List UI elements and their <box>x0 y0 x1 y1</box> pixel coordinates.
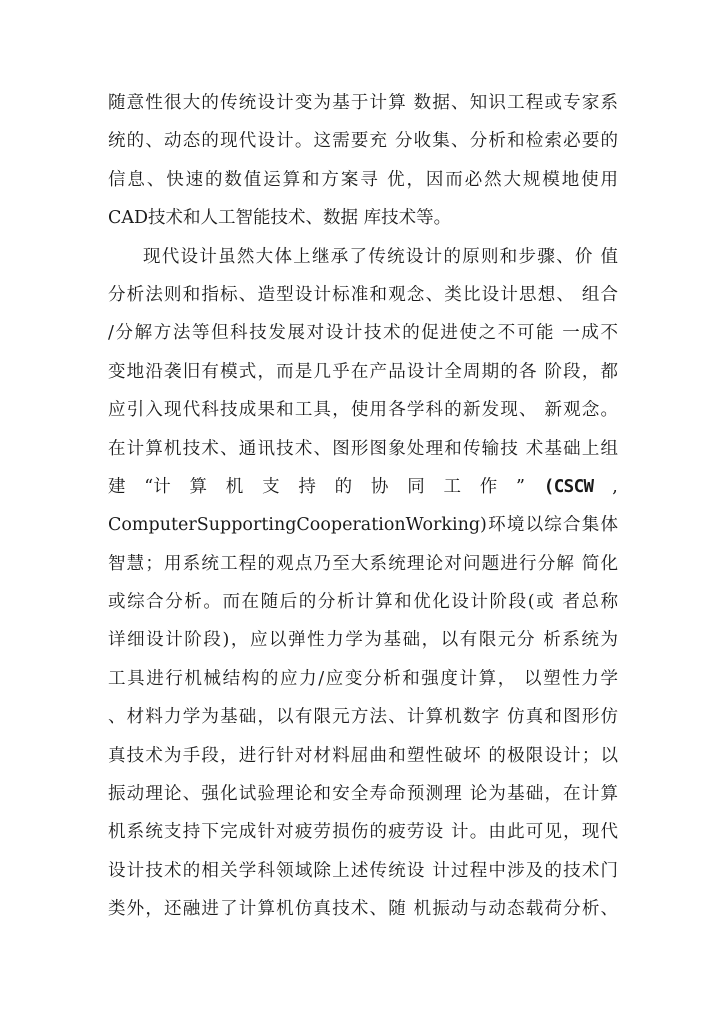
text-line-9: 应引入现代科技成果和工具，使用各学科的新发现、 新观念。 <box>108 400 618 421</box>
text-line-22: 类外，还融进了计算机仿真技术、随 机振动与动态载荷分析、 <box>108 899 618 920</box>
spaced-word: ” <box>516 476 525 497</box>
text-line-10: 在计算机技术、通讯技术、图形图象处理和传输技 术基础上组 <box>108 438 618 459</box>
text-line-13: 智慧；用系统工程的观点乃至大系统理论对问题进行分解 简化 <box>108 553 618 574</box>
spaced-word: 机 <box>225 476 244 497</box>
spaced-word: 持 <box>298 476 316 497</box>
spaced-word: 的 <box>334 476 353 497</box>
text-line-14: 或综合分析。而在随后的分析计算和优化设计阶段(或 者总称 <box>108 592 618 613</box>
spaced-word: (CSCW <box>543 476 594 497</box>
spaced-text-line <box>108 468 618 506</box>
spaced-word: 协 <box>370 476 389 497</box>
text-line-20: 机系统支持下完成针对疲劳损伤的疲劳设 计。由此可见，现代 <box>108 822 618 843</box>
body-text <box>108 84 618 929</box>
paragraph-start-line: 现代设计虽然大体上继承了传统设计的原则和步骤、价 值 <box>143 246 618 267</box>
spaced-word: 建 <box>108 476 126 497</box>
text-line-21: 设计技术的相关学科领域除上述传统设 计过程中涉及的技术门 <box>108 860 618 881</box>
text-line-6: 分析法则和指标、造型设计标准和观念、类比设计思想、 组合 <box>108 284 618 305</box>
text-line-8: 变地沿袭旧有模式，而是几乎在产品设计全周期的各 阶段，都 <box>108 361 618 382</box>
spaced-word: 支 <box>262 476 280 497</box>
text-line-19: 振动理论、强化试验理论和安全寿命预测理 论为基础，在计算 <box>108 784 618 805</box>
text-line-7: /分解方法等但科技发展对设计技术的促进使之不可能 一成不 <box>108 323 618 344</box>
spaced-word: 作 <box>479 476 498 497</box>
text-line-16: 工具进行机械结构的应力/应变分析和强度计算， 以塑性力学 <box>108 668 618 689</box>
spaced-word: 工 <box>443 476 461 497</box>
spaced-word: 同 <box>407 476 425 497</box>
text-line-15: 详细设计阶段)，应以弹性力学为基础，以有限元分 析系统为 <box>108 630 618 651</box>
text-line-1: 随意性很大的传统设计变为基于计算 数据、知识工程或专家系 <box>108 93 618 113</box>
text-line-4: CAD技术和人工智能技术、数据 库技术等。 <box>108 208 452 229</box>
text-line-3: 信息、快速的数值运算和方案寻 优，因而必然大规模地使用 <box>108 169 618 190</box>
spaced-word: , <box>612 476 618 497</box>
text-line-12: ComputerSupportingCooperationWorking)环境以综合集体 <box>108 515 618 536</box>
text-line-2: 统的、动态的现代设计。这需要充 分收集、分析和检索必要的 <box>108 131 618 152</box>
text-line-17: 、材料力学为基础，以有限元方法、计算机数字 仿真和图形仿 <box>108 707 618 728</box>
text-line-18: 真技术为手段，进行针对材料屈曲和塑性破坏 的极限设计；以 <box>108 745 618 766</box>
spaced-word: 算 <box>189 476 208 497</box>
spaced-word: “计 <box>144 476 171 497</box>
